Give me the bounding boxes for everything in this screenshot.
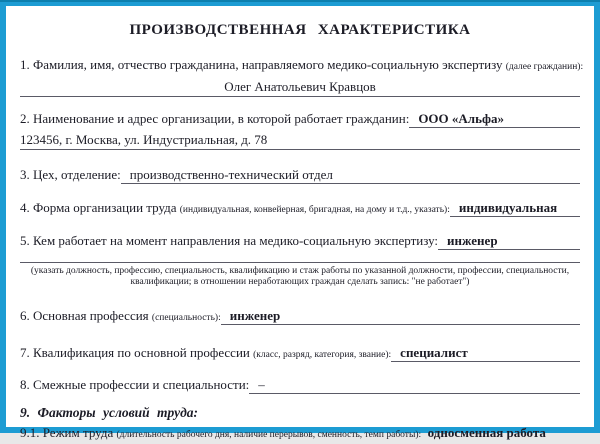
field-7-value: специалист [391, 344, 580, 362]
field-1-label: 1. Фамилия, имя, отчество гражданина, направляемого медико-социальную экспертизу [20, 57, 503, 72]
field-1-value-line [20, 78, 580, 97]
field-4-label: 4. Форма организации труда [20, 200, 177, 215]
field-7 [20, 344, 580, 364]
field-1 [20, 56, 584, 76]
field-4-label-small: (индивидуальная, конвейерная, бригадная, на дому и т.д., указать): [179, 205, 450, 215]
field-6-label: 6. Основная профессия [20, 308, 149, 323]
field-9-1-label-small: (длительность рабочего дня, наличие перерывов, сменность, темп работы): [116, 430, 422, 440]
field-6-label-small: (специальность): [151, 313, 221, 323]
field-3-value: производственно-технический отдел [121, 166, 580, 184]
field-2-value: ООО «Альфа» [409, 110, 580, 128]
field-4 [20, 199, 580, 219]
field-5-label: 5. Кем работает на момент направления на медико-социальную экспертизу: [20, 233, 439, 248]
field-2 [20, 110, 580, 128]
field-7-label-small: (класс, разряд, категория, звание): [253, 350, 392, 360]
field-6 [20, 307, 580, 327]
field-3-label: 3. Цех, отделение: [20, 167, 121, 182]
field-9-1 [20, 424, 580, 444]
field-8 [20, 376, 580, 394]
field-5-note: (указать должность, профессию, специальность, квалификацию и стаж работы по указанной должности, профессии, специальности, квалификации; в отношении неработающих граждан сделать запись: "не работает") [30, 266, 570, 287]
document-title: ПРОИЗВОДСТВЕННАЯ ХАРАКТЕРИСТИКА [129, 22, 471, 38]
field-1-label-small: (далее гражданин): [505, 62, 584, 72]
field-4-value: индивидуальная [450, 199, 580, 217]
field-7-label: 7. Квалификация по основной профессии [20, 345, 250, 360]
field-1-value: Олег Анатольевич Кравцов [224, 79, 376, 94]
field-8-value: – [249, 376, 580, 394]
field-5-value: инженер [438, 232, 580, 250]
field-9-heading: 9. Факторы условий труда: [20, 405, 199, 420]
field-3 [20, 166, 580, 184]
field-9-1-value: односменная работа [427, 425, 546, 440]
field-2-value-line2: 123456, г. Москва, ул. Индустриальная, д. 78 [20, 131, 580, 150]
field-6-value: инженер [221, 307, 580, 325]
field-2-label: 2. Наименование и адрес организации, в которой работает гражданин: [20, 111, 410, 126]
field-5-extra-line [20, 262, 580, 263]
field-9 [20, 404, 580, 421]
field-9-1-label: 9.1. Режим труда [20, 425, 114, 440]
field-8-label: 8. Смежные профессии и специальности: [20, 377, 250, 392]
field-5 [20, 232, 580, 250]
